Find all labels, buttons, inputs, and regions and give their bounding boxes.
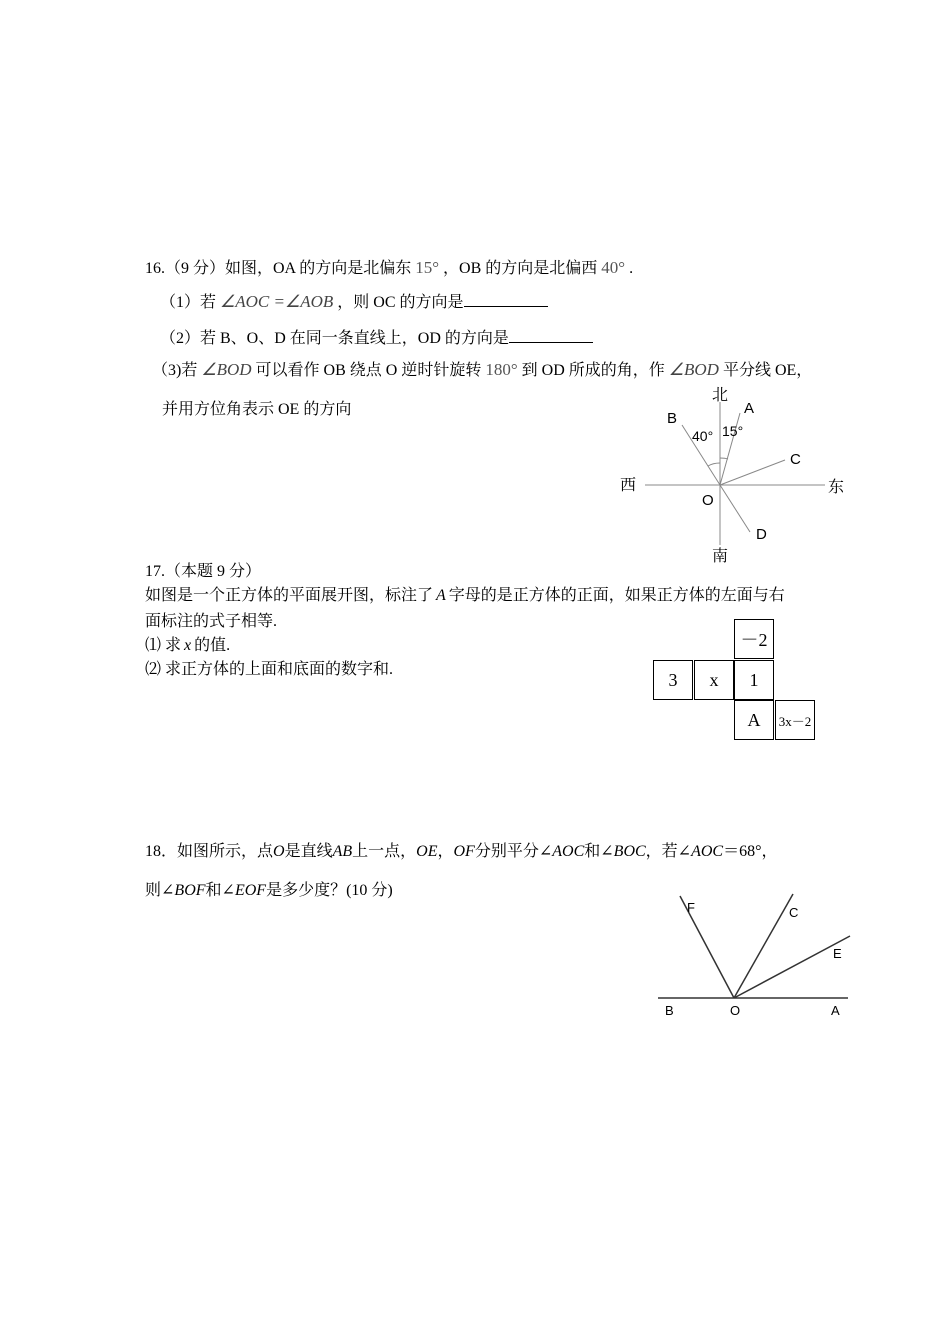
answer-blank-1[interactable] <box>464 292 548 307</box>
label-d: D <box>756 526 767 543</box>
cube-cell-x: x <box>694 660 734 700</box>
label-west: 西 <box>620 477 637 494</box>
q18-line2: 则∠BOF和∠EOF是多少度？(10 分) <box>145 882 393 899</box>
label-c: C <box>790 451 801 468</box>
q18-line1: 18．如图所示，点O是直线AB上一点，OE，OF分别平分∠AOC和∠BOC，若∠AOC＝68°， <box>145 843 778 860</box>
q17-item2: ⑵ 求正方体的上面和底面的数字和. <box>145 661 394 678</box>
ray-oc <box>720 460 785 485</box>
label-angle-40: 40° <box>692 428 714 444</box>
label-b: B <box>665 1003 674 1018</box>
label-b: B <box>667 410 678 427</box>
label-o: O <box>730 1003 741 1018</box>
angle-bod: ∠BOD <box>201 360 252 379</box>
arc-15 <box>720 458 728 459</box>
angle-aoc-equals-aob: ∠AOC =∠AOB <box>220 292 334 311</box>
label-east: 东 <box>828 479 845 496</box>
angle-bod-2: ∠BOD <box>668 360 719 379</box>
cube-cell-one: 1 <box>734 660 774 700</box>
label-south: 南 <box>712 548 729 565</box>
label-o: O <box>702 492 714 509</box>
angle-180: 180° <box>485 360 518 379</box>
label-e: E <box>833 946 842 961</box>
angle-figure <box>655 890 855 1020</box>
q17-title: 17.（本题 9 分） <box>145 563 262 580</box>
cube-cell-right: 3x－2 <box>775 700 815 740</box>
cube-cell-left: 3 <box>653 660 693 700</box>
label-a: A <box>744 400 755 417</box>
q16-part2: （2）若 B、O、D 在同一条直线上，OD 的方向是 <box>160 328 593 349</box>
label-north: 北 <box>712 387 729 404</box>
arc-40 <box>708 463 720 466</box>
compass-figure <box>600 380 860 570</box>
q17-desc2: 面标注的式子相等. <box>145 613 278 630</box>
label-f: F <box>687 900 695 915</box>
angle-15: 15° <box>415 258 440 277</box>
q16-part3-line2: 并用方位角表示 OE 的方向 <box>162 401 352 418</box>
q17-desc1: 如图是一个正方体的平面展开图，标注了 A 字母的是正方体的正面，如果正方体的左面与右 <box>145 587 785 604</box>
ray-od <box>720 485 750 532</box>
answer-blank-2[interactable] <box>509 328 593 343</box>
q16-heading: 16.（9 分）如图，OA 的方向是北偏东 15° ，OB 的方向是北偏西 40° . <box>145 258 634 277</box>
cube-cell-top: －2 <box>734 619 774 659</box>
label-angle-15: 15° <box>722 423 744 439</box>
cube-cell-front-a: A <box>734 700 774 740</box>
label-c: C <box>789 905 799 920</box>
q17-item1: ⑴ 求 x 的值. <box>145 637 231 654</box>
q16-part1: （1）若 ∠AOC =∠AOB ，则 OC 的方向是 <box>160 292 548 313</box>
angle-40: 40° <box>601 258 626 277</box>
q16-part3: （3)若 ∠BOD 可以看作 OB 绕点 O 逆时针旋转 180° 到 OD 所成的角，作 ∠BOD 平分线 OE， <box>152 360 813 379</box>
label-a: A <box>831 1003 840 1018</box>
